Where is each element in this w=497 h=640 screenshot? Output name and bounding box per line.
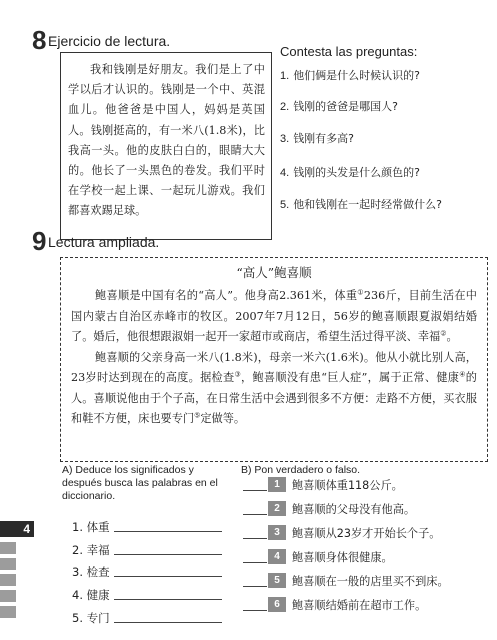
question-2: 2. 钱刚的爸爸是哪国人? bbox=[280, 100, 399, 113]
paragraph-1: 鲍喜顺是中国有名的“高人”。他身高2.361米，体重①236斤，目前生活在中国内蒙古自治区赤峰市的牧区。2007年7月12日，56岁的鲍喜顺跟夏淑娟结婚了。婚后，他很想跟淑娟一起开一家超市或商店，希望生活过得平淡、幸福②。 bbox=[71, 288, 477, 343]
chapter-tab bbox=[0, 590, 16, 602]
statement-text: 鲍喜顺结婚前在超市工作。 bbox=[292, 599, 427, 612]
statement-text: 鲍喜顺从23岁才开始长个子。 bbox=[292, 527, 441, 540]
section-title-8: Ejercicio de lectura. bbox=[48, 33, 171, 49]
chapter-tab bbox=[0, 542, 16, 554]
vocab-answer-line-1[interactable] bbox=[114, 531, 222, 532]
question-4: 4. 钱刚的头发是什么颜色的? bbox=[280, 166, 421, 179]
chapter-tab bbox=[0, 558, 16, 570]
statement-number-badge: 3 bbox=[268, 525, 286, 540]
chapter-tab bbox=[0, 574, 16, 586]
vocab-item: 5. 专门 bbox=[72, 611, 110, 625]
statement-text: 鲍喜顺的父母没有他高。 bbox=[292, 503, 416, 516]
vocab-answer-line-4[interactable] bbox=[114, 599, 222, 600]
paragraph-2: 鲍喜顺的父亲身高一米八(1.8米)，母亲一米六(1.6米)。他从小就比别人高，23岁时达到现在的高度。据检查③，鲍喜顺没有患“巨人症”，属于正常、健康④的人。喜顺说他由于个子高，在日常生活中会遇到很多不方便：走路不方便，买衣服和鞋不方便，床也要专门⑤定做等。 bbox=[71, 350, 477, 425]
vocab-item: 1. 体重 bbox=[72, 520, 110, 534]
tf-answer-blank-5[interactable] bbox=[243, 586, 267, 587]
part-a-heading: A) Deduce los significados y después busca las palabras en el diccionario. bbox=[62, 464, 218, 502]
question-5: 5. 他和钱刚在一起时经常做什么? bbox=[280, 198, 443, 211]
reading-passage-2 bbox=[60, 257, 488, 462]
statement-number-badge: 4 bbox=[268, 549, 286, 564]
tf-answer-blank-6[interactable] bbox=[243, 610, 267, 611]
chapter-tab bbox=[0, 606, 16, 618]
statement-number-badge: 6 bbox=[268, 597, 286, 612]
statement-text: 鲍喜顺在一般的店里买不到床。 bbox=[292, 575, 449, 588]
vocab-answer-line-2[interactable] bbox=[114, 554, 222, 555]
statement-number-badge: 2 bbox=[268, 501, 286, 516]
section-number-9: 9 bbox=[32, 226, 47, 256]
statement-text: 鲍喜顺身体很健康。 bbox=[292, 551, 393, 564]
section-title-9: Lectura ampliada. bbox=[48, 234, 160, 250]
chapter-tab-active: 4 bbox=[0, 521, 34, 537]
reading-passage-1: 我和钱刚是好朋友。我们是上了中学以后才认识的。钱刚是一个中、英混血儿。他爸爸是中国人，妈妈是英国人。钱刚挺高的，有一米八(1.8米)，比我高一头。他的皮肤白白的，眼睛大大的。他长了一头黑色的卷发。我们平时在学校一起上课、一起玩儿游戏。我们都喜欢踢足球。 bbox=[60, 52, 272, 240]
questions-heading: Contesta las preguntas: bbox=[280, 44, 418, 59]
vocab-answer-line-3[interactable] bbox=[114, 576, 222, 577]
question-1: 1. 他们俩是什么时候认识的? bbox=[280, 69, 421, 82]
tf-answer-blank-2[interactable] bbox=[243, 514, 267, 515]
tf-answer-blank-1[interactable] bbox=[243, 490, 267, 491]
part-b-heading: B) Pon verdadero o falso. bbox=[241, 464, 361, 476]
tf-answer-blank-4[interactable] bbox=[243, 562, 267, 563]
vocab-answer-line-5[interactable] bbox=[114, 622, 222, 623]
statement-text: 鲍喜顺体重118公斤。 bbox=[292, 479, 403, 492]
statement-number-badge: 5 bbox=[268, 573, 286, 588]
reading-title: “高人”鲍喜顺 bbox=[236, 265, 312, 280]
vocab-item: 4. 健康 bbox=[72, 588, 110, 602]
statement-number-badge: 1 bbox=[268, 477, 286, 492]
vocab-item: 3. 检查 bbox=[72, 565, 110, 579]
tf-answer-blank-3[interactable] bbox=[243, 538, 267, 539]
question-3: 3. 钱刚有多高? bbox=[280, 132, 355, 145]
vocab-item: 2. 幸福 bbox=[72, 543, 110, 557]
section-number-8: 8 bbox=[32, 25, 47, 55]
